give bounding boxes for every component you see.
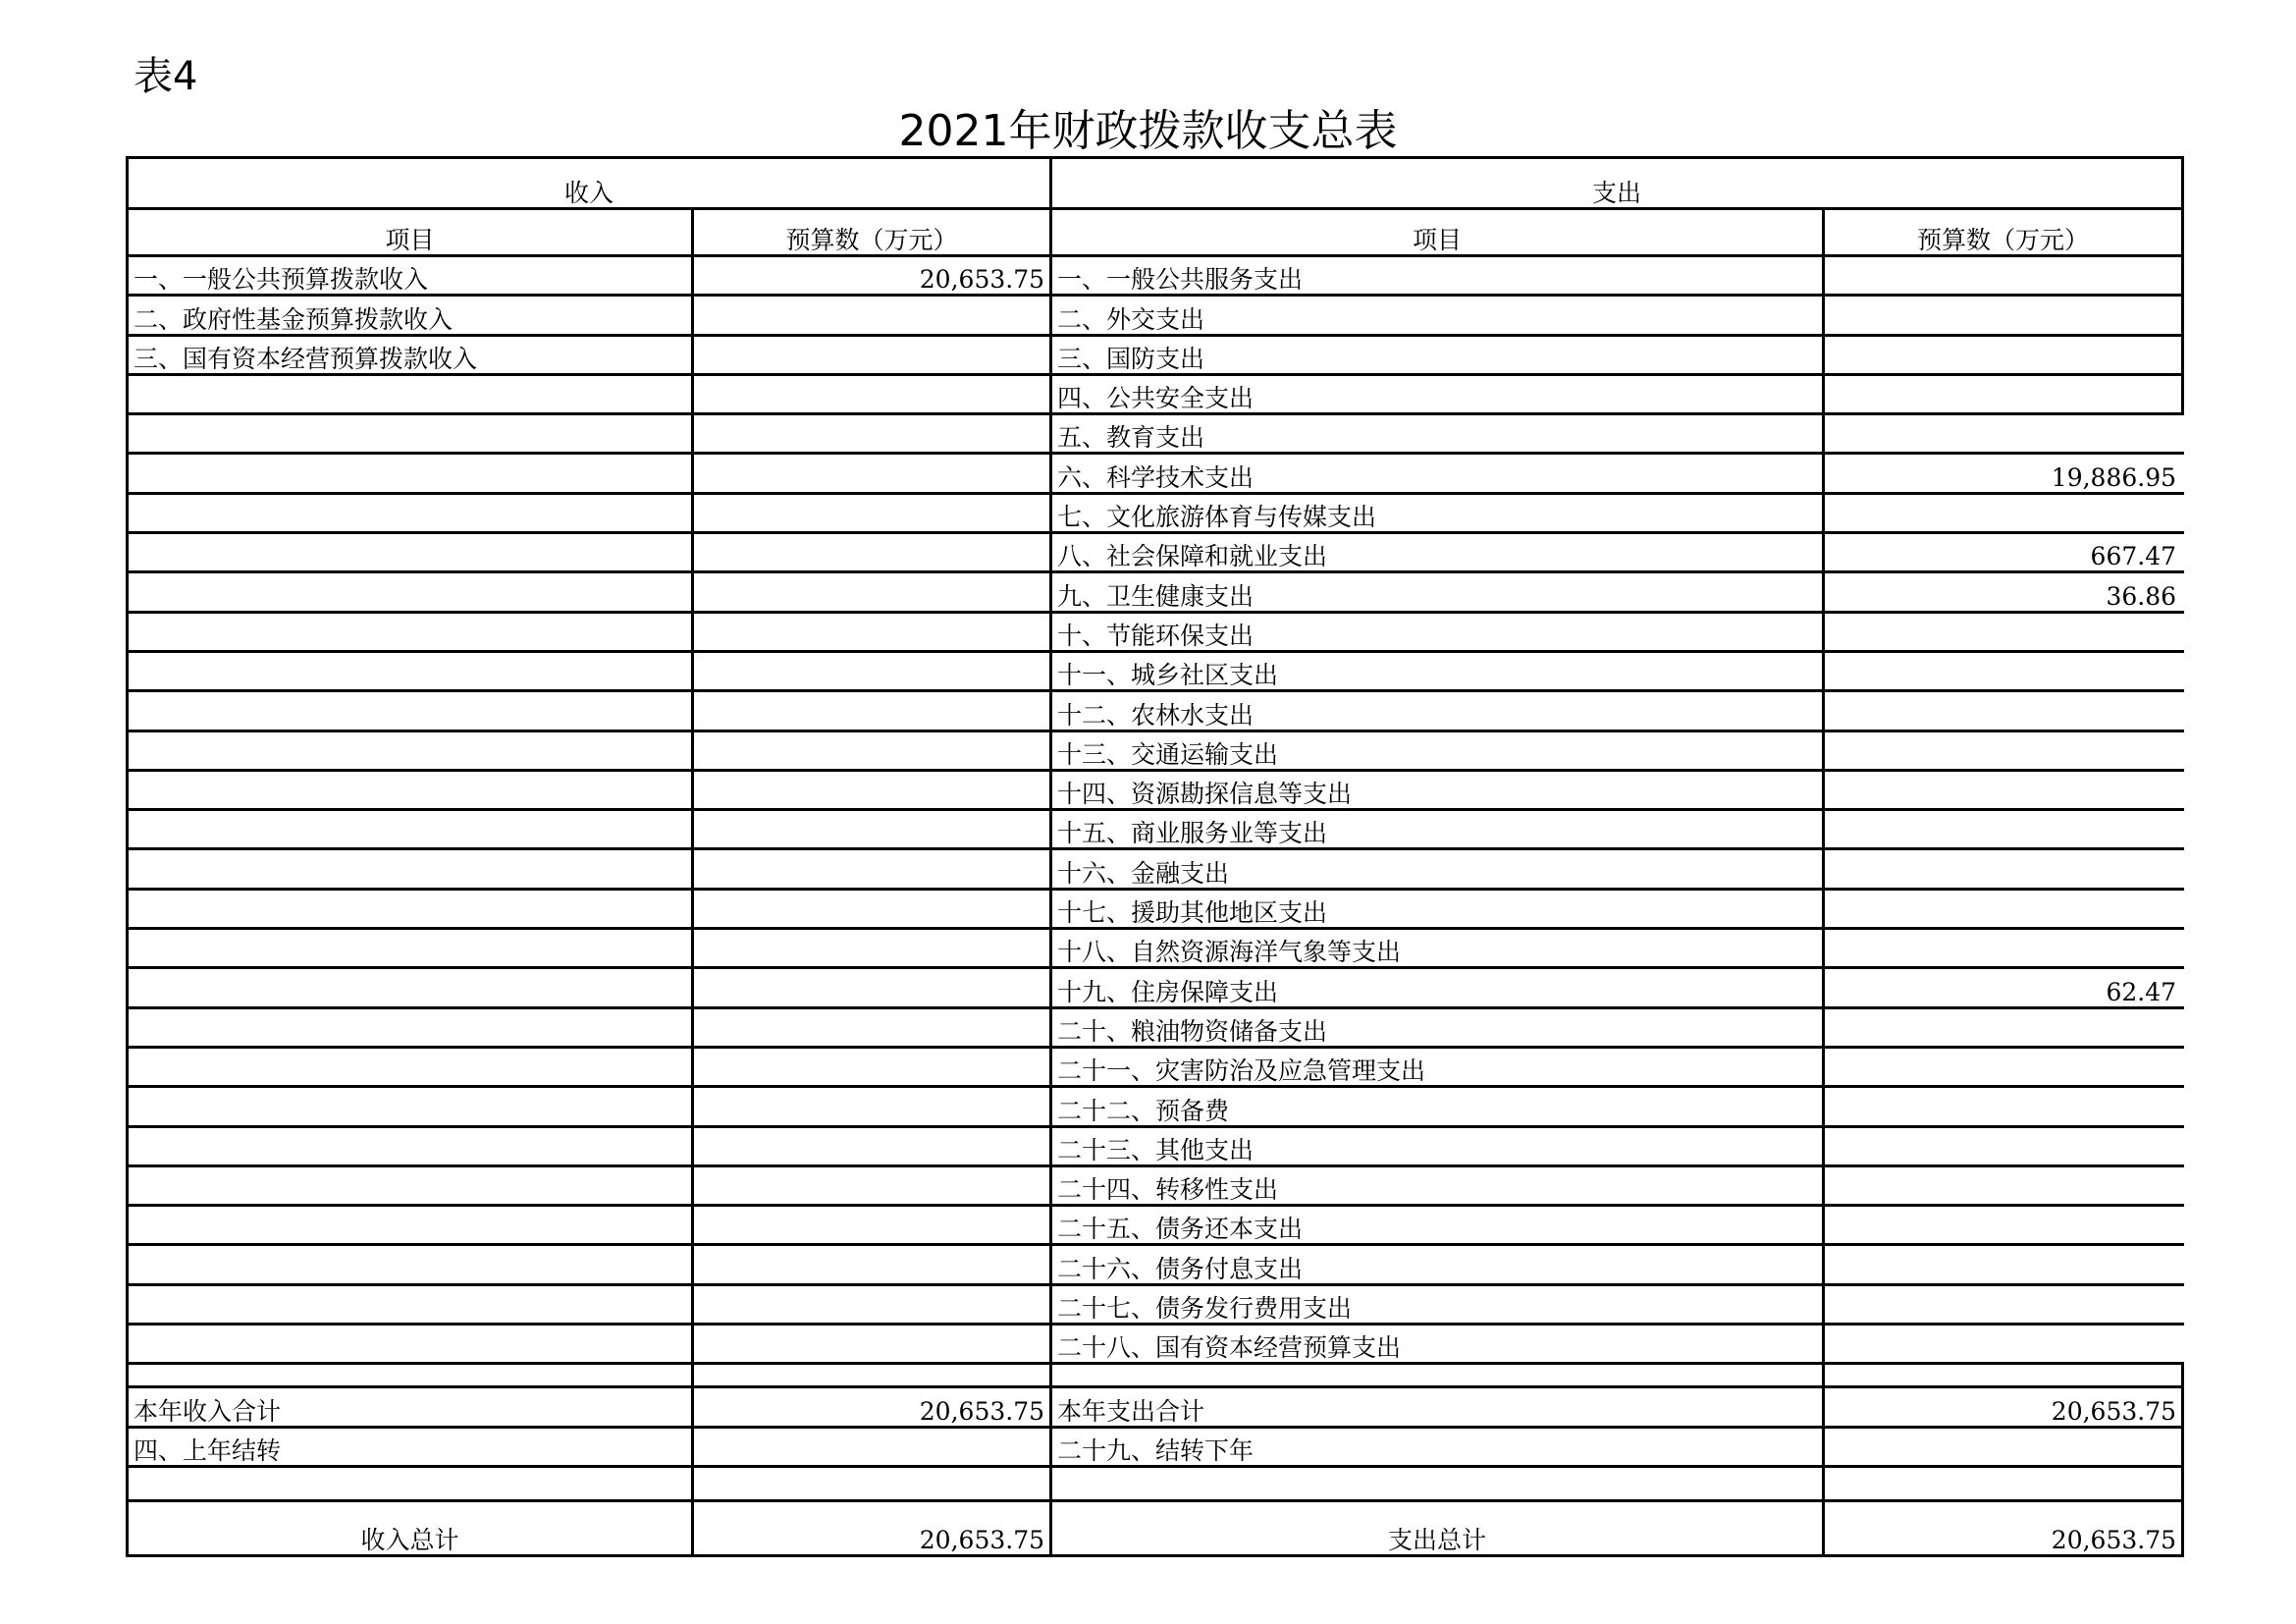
income-amount-cell (693, 1007, 1051, 1047)
expense-item-cell: 十五、商业服务业等支出 (1051, 810, 1824, 849)
income-item-cell (128, 572, 693, 612)
income-amount-cell (693, 731, 1051, 770)
income-item-cell (128, 612, 693, 651)
income-amount-cell (693, 1087, 1051, 1126)
table-row (128, 889, 2183, 928)
group-header-row (128, 158, 2183, 209)
expense-item-cell: 十二、农林水支出 (1051, 691, 1824, 731)
expense-amount-cell (1824, 1245, 2183, 1284)
income-amount-cell (693, 1165, 1051, 1205)
income-amount-cell (693, 296, 1051, 335)
expense-amount-cell (1824, 889, 2183, 928)
income-amount-cell (693, 691, 1051, 731)
income-amount-cell: 20,653.75 (693, 1500, 1051, 1555)
expense-amount-cell: 62.47 (1824, 968, 2183, 1007)
income-amount-cell (693, 493, 1051, 532)
expense-amount-cell: 36.86 (1824, 572, 2183, 612)
expense-amount-cell (1824, 651, 2183, 690)
expense-item-cell: 二十、粮油物资储备支出 (1051, 1007, 1824, 1047)
expense-amount-cell (1824, 929, 2183, 968)
income-amount-cell (693, 1047, 1051, 1086)
expense-item-cell: 十六、金融支出 (1051, 849, 1824, 889)
expense-item-cell: 十七、援助其他地区支出 (1051, 889, 1824, 928)
expense-amount-cell (1824, 1284, 2183, 1324)
table-row (128, 1206, 2183, 1245)
table-number-label: 表4 (133, 54, 198, 99)
income-item-cell (128, 929, 693, 968)
blank-cell (1051, 1364, 1824, 1387)
income-amount-cell (693, 414, 1051, 454)
expense-amount-cell (1824, 1126, 2183, 1165)
blank-row (128, 1364, 2183, 1387)
table-row (128, 1245, 2183, 1284)
income-amount-cell (693, 1126, 1051, 1165)
expense-amount-cell (1824, 1165, 2183, 1205)
budget-summary-table (126, 156, 2184, 1557)
income-group-header: 收入 (128, 158, 1051, 209)
table-row (128, 572, 2183, 612)
expense-group-header: 支出 (1051, 158, 2183, 209)
expense-amount-cell (1824, 770, 2183, 809)
income-amount-cell (693, 810, 1051, 849)
table-row (128, 651, 2183, 690)
expense-item-header: 项目 (1051, 209, 1824, 256)
expense-item-cell: 十八、自然资源海洋气象等支出 (1051, 929, 1824, 968)
table-row (128, 493, 2183, 532)
table-row (128, 1007, 2183, 1047)
table-row (128, 1165, 2183, 1205)
income-item-header: 项目 (128, 209, 693, 256)
expense-amount-cell: 667.47 (1824, 533, 2183, 572)
income-item-cell (128, 1007, 693, 1047)
expense-amount-cell (1824, 1325, 2183, 1364)
expense-amount-cell: 20,653.75 (1824, 1387, 2183, 1427)
income-amount-cell (693, 1427, 1051, 1466)
blank-cell (1824, 1466, 2183, 1500)
income-amount-cell (693, 889, 1051, 928)
blank-cell (1051, 1466, 1824, 1500)
expense-amount-cell (1824, 849, 2183, 889)
expense-item-cell: 二十六、债务付息支出 (1051, 1245, 1824, 1284)
expense-amount-cell (1824, 335, 2183, 374)
expense-item-cell: 九、卫生健康支出 (1051, 572, 1824, 612)
income-item-cell (128, 1325, 693, 1364)
expense-item-cell: 二十一、灾害防治及应急管理支出 (1051, 1047, 1824, 1086)
income-item-cell (128, 374, 693, 413)
expense-amount-cell (1824, 1206, 2183, 1245)
expense-amount-cell (1824, 256, 2183, 296)
blank-cell (128, 1364, 693, 1387)
expense-item-cell: 四、公共安全支出 (1051, 374, 1824, 413)
table-row (128, 256, 2183, 296)
income-item-cell (128, 533, 693, 572)
table-row (128, 335, 2183, 374)
income-item-cell (128, 770, 693, 809)
expense-item-cell: 二十三、其他支出 (1051, 1126, 1824, 1165)
income-item-cell (128, 454, 693, 493)
expense-amount-cell (1824, 810, 2183, 849)
income-item-cell: 三、国有资本经营预算拨款收入 (128, 335, 693, 374)
blank-cell (128, 1466, 693, 1500)
expense-item-cell: 二十四、转移性支出 (1051, 1165, 1824, 1205)
income-item-cell: 收入总计 (128, 1500, 693, 1555)
blank-cell (1824, 1364, 2183, 1387)
table-row (128, 731, 2183, 770)
income-amount-cell (693, 572, 1051, 612)
table-row (128, 533, 2183, 572)
income-item-cell (128, 1047, 693, 1086)
table-row (128, 691, 2183, 731)
income-item-cell: 二、政府性基金预算拨款收入 (128, 296, 693, 335)
column-header-row (128, 209, 2183, 256)
income-item-cell: 四、上年结转 (128, 1427, 693, 1466)
income-amount-cell (693, 651, 1051, 690)
blank-row (128, 1466, 2183, 1500)
income-item-cell (128, 691, 693, 731)
income-item-cell (128, 493, 693, 532)
income-amount-cell (693, 1325, 1051, 1364)
table-row (128, 810, 2183, 849)
income-item-cell (128, 849, 693, 889)
expense-amount-cell (1824, 1087, 2183, 1126)
expense-amount-cell (1824, 1047, 2183, 1086)
expense-amount-cell (1824, 296, 2183, 335)
table-row (128, 296, 2183, 335)
expense-item-cell: 二十五、债务还本支出 (1051, 1206, 1824, 1245)
expense-item-cell: 十九、住房保障支出 (1051, 968, 1824, 1007)
expense-item-cell: 五、教育支出 (1051, 414, 1824, 454)
carry-over-row (128, 1427, 2183, 1466)
table-row (128, 1126, 2183, 1165)
table-row (128, 1325, 2183, 1364)
table-row (128, 849, 2183, 889)
expense-item-cell: 十三、交通运输支出 (1051, 731, 1824, 770)
income-item-cell (128, 889, 693, 928)
table-row (128, 1087, 2183, 1126)
income-amount-cell (693, 1284, 1051, 1324)
expense-item-cell: 二十九、结转下年 (1051, 1427, 1824, 1466)
income-item-cell (128, 1245, 693, 1284)
table-row (128, 454, 2183, 493)
table-row (128, 374, 2183, 413)
document-title: 2021年财政拨款收支总表 (898, 106, 1398, 156)
table-row (128, 414, 2183, 454)
income-amount-cell (693, 968, 1051, 1007)
expense-item-cell: 本年支出合计 (1051, 1387, 1824, 1427)
income-item-cell (128, 968, 693, 1007)
income-item-cell (128, 1284, 693, 1324)
expense-amount-cell (1824, 731, 2183, 770)
income-item-cell (128, 1165, 693, 1205)
expense-amount-cell (1824, 374, 2183, 413)
income-amount-cell: 20,653.75 (693, 256, 1051, 296)
expense-item-cell: 十一、城乡社区支出 (1051, 651, 1824, 690)
expense-item-cell: 二十二、预备费 (1051, 1087, 1824, 1126)
expense-item-cell: 二十七、债务发行费用支出 (1051, 1284, 1824, 1324)
income-amount-cell (693, 612, 1051, 651)
income-amount-cell (693, 454, 1051, 493)
income-amount-cell (693, 1206, 1051, 1245)
income-item-cell: 一、一般公共预算拨款收入 (128, 256, 693, 296)
expense-item-cell: 支出总计 (1051, 1500, 1824, 1555)
expense-amount-cell (1824, 414, 2183, 454)
expense-item-cell: 七、文化旅游体育与传媒支出 (1051, 493, 1824, 532)
blank-cell (693, 1466, 1051, 1500)
income-amount-cell (693, 533, 1051, 572)
expense-amount-header: 预算数（万元） (1824, 209, 2183, 256)
income-amount-cell (693, 374, 1051, 413)
expense-item-cell: 八、社会保障和就业支出 (1051, 533, 1824, 572)
table-row (128, 968, 2183, 1007)
expense-item-cell: 三、国防支出 (1051, 335, 1824, 374)
table-row (128, 770, 2183, 809)
expense-amount-cell (1824, 1427, 2183, 1466)
expense-amount-cell: 19,886.95 (1824, 454, 2183, 493)
expense-amount-cell (1824, 1007, 2183, 1047)
expense-amount-cell: 20,653.75 (1824, 1500, 2183, 1555)
expense-amount-cell (1824, 612, 2183, 651)
expense-item-cell: 六、科学技术支出 (1051, 454, 1824, 493)
income-amount-header: 预算数（万元） (693, 209, 1051, 256)
income-item-cell (128, 731, 693, 770)
income-item-cell (128, 1206, 693, 1245)
income-item-cell (128, 414, 693, 454)
income-amount-cell (693, 849, 1051, 889)
expense-item-cell: 十四、资源勘探信息等支出 (1051, 770, 1824, 809)
income-amount-cell: 20,653.75 (693, 1387, 1051, 1427)
income-amount-cell (693, 929, 1051, 968)
table-row (128, 612, 2183, 651)
income-amount-cell (693, 1245, 1051, 1284)
income-item-cell (128, 810, 693, 849)
grand-total-row (128, 1500, 2183, 1555)
income-item-cell (128, 1087, 693, 1126)
income-item-cell (128, 651, 693, 690)
expense-amount-cell (1824, 493, 2183, 532)
expense-item-cell: 一、一般公共服务支出 (1051, 256, 1824, 296)
income-item-cell (128, 1126, 693, 1165)
expense-item-cell: 十、节能环保支出 (1051, 612, 1824, 651)
income-item-cell: 本年收入合计 (128, 1387, 693, 1427)
subtotal-row (128, 1387, 2183, 1427)
blank-cell (693, 1364, 1051, 1387)
table-row (128, 1047, 2183, 1086)
income-amount-cell (693, 335, 1051, 374)
expense-amount-cell (1824, 691, 2183, 731)
table-row (128, 929, 2183, 968)
income-amount-cell (693, 770, 1051, 809)
expense-item-cell: 二十八、国有资本经营预算支出 (1051, 1325, 1824, 1364)
expense-item-cell: 二、外交支出 (1051, 296, 1824, 335)
table-row (128, 1284, 2183, 1324)
